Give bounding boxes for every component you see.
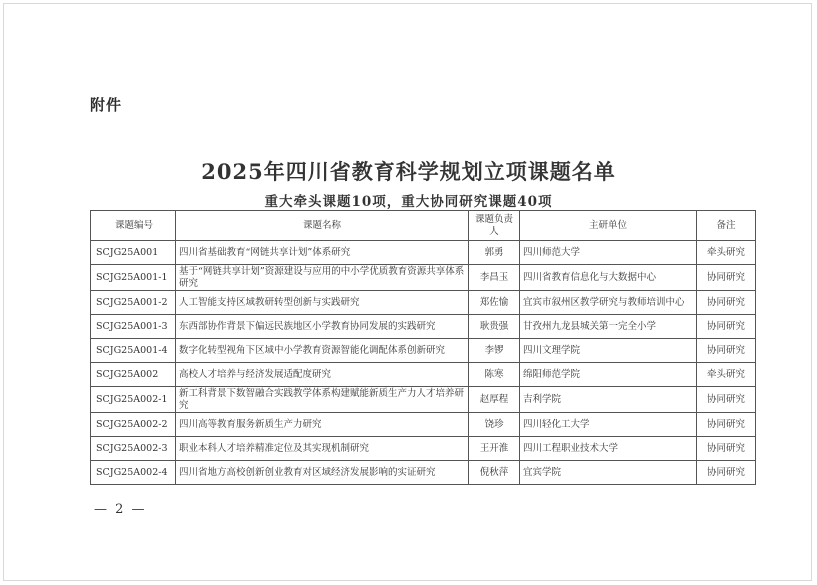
row-name: 四川省基础教育“网链共享计划”体系研究 — [176, 241, 469, 265]
row-unit: 宜宾学院 — [520, 461, 697, 485]
header-unit: 主研单位 — [520, 211, 697, 241]
projects-table — [90, 210, 756, 485]
table-row — [91, 363, 756, 387]
row-note: 协同研究 — [697, 387, 756, 413]
row-unit: 吉利学院 — [520, 387, 697, 413]
row-lead: 郭勇 — [469, 241, 520, 265]
row-code: SCJG25A002-3 — [91, 437, 176, 461]
row-name: 新工科背景下数智融合实践教学体系构建赋能新质生产力人才培养研究 — [176, 387, 469, 413]
header-lead: 课题负责人 — [469, 211, 520, 241]
row-code: SCJG25A001-2 — [91, 291, 176, 315]
row-lead: 倪秋萍 — [469, 461, 520, 485]
table-row — [91, 387, 756, 413]
table-row — [91, 413, 756, 437]
row-note: 协同研究 — [697, 339, 756, 363]
row-lead: 郑佐愉 — [469, 291, 520, 315]
table-row — [91, 437, 756, 461]
row-unit: 四川文理学院 — [520, 339, 697, 363]
row-name: 人工智能支持区域教研转型创新与实践研究 — [176, 291, 469, 315]
row-unit: 四川轻化工大学 — [520, 413, 697, 437]
row-note: 协同研究 — [697, 265, 756, 291]
row-code: SCJG25A002-4 — [91, 461, 176, 485]
table-row — [91, 241, 756, 265]
row-code: SCJG25A002 — [91, 363, 176, 387]
document-subtitle: 重大牵头课题10项，重大协同研究课题40项 — [264, 194, 553, 210]
row-lead: 陈寒 — [469, 363, 520, 387]
attachment-label: 附件 — [90, 96, 123, 114]
row-name: 数字化转型视角下区域中小学教育资源智能化调配体系创新研究 — [176, 339, 469, 363]
row-name: 东西部协作背景下偏远民族地区小学教育协同发展的实践研究 — [176, 315, 469, 339]
row-code: SCJG25A001-4 — [91, 339, 176, 363]
row-unit: 四川师范大学 — [520, 241, 697, 265]
document-title: 2025年四川省教育科学规划立项课题名单 — [201, 159, 616, 184]
row-lead: 赵厚程 — [469, 387, 520, 413]
row-name: 高校人才培养与经济发展适配度研究 — [176, 363, 469, 387]
header-note: 备注 — [697, 211, 756, 241]
row-note: 牵头研究 — [697, 363, 756, 387]
row-unit: 甘孜州九龙县城关第一完全小学 — [520, 315, 697, 339]
table-row — [91, 461, 756, 485]
row-unit: 四川省教育信息化与大数据中心 — [520, 265, 697, 291]
row-unit: 绵阳师范学院 — [520, 363, 697, 387]
row-code: SCJG25A001 — [91, 241, 176, 265]
header-code: 课题编号 — [91, 211, 176, 241]
row-note: 协同研究 — [697, 291, 756, 315]
row-lead: 王开淮 — [469, 437, 520, 461]
table-row — [91, 265, 756, 291]
row-note: 协同研究 — [697, 315, 756, 339]
row-lead: 李锣 — [469, 339, 520, 363]
table-header-row — [91, 211, 756, 241]
row-name: 四川省地方高校创新创业教育对区域经济发展影响的实证研究 — [176, 461, 469, 485]
row-unit: 四川工程职业技术大学 — [520, 437, 697, 461]
row-note: 协同研究 — [697, 461, 756, 485]
row-note: 协同研究 — [697, 437, 756, 461]
header-name: 课题名称 — [176, 211, 469, 241]
table-row — [91, 291, 756, 315]
row-lead: 饶珍 — [469, 413, 520, 437]
row-code: SCJG25A001-1 — [91, 265, 176, 291]
row-code: SCJG25A002-1 — [91, 387, 176, 413]
row-unit: 宜宾市叙州区教学研究与教师培训中心 — [520, 291, 697, 315]
row-note: 牵头研究 — [697, 241, 756, 265]
row-name: 基于“网链共享计划”资源建设与应用的中小学优质教育资源共享体系研究 — [176, 265, 469, 291]
table-row — [91, 339, 756, 363]
row-code: SCJG25A001-3 — [91, 315, 176, 339]
row-name: 四川高等教育服务新质生产力研究 — [176, 413, 469, 437]
row-lead: 耿贵强 — [469, 315, 520, 339]
table-row — [91, 315, 756, 339]
page-number: — 2 — — [94, 502, 147, 517]
row-code: SCJG25A002-2 — [91, 413, 176, 437]
row-lead: 李昌玉 — [469, 265, 520, 291]
row-note: 协同研究 — [697, 413, 756, 437]
row-name: 职业本科人才培养精准定位及其实现机制研究 — [176, 437, 469, 461]
